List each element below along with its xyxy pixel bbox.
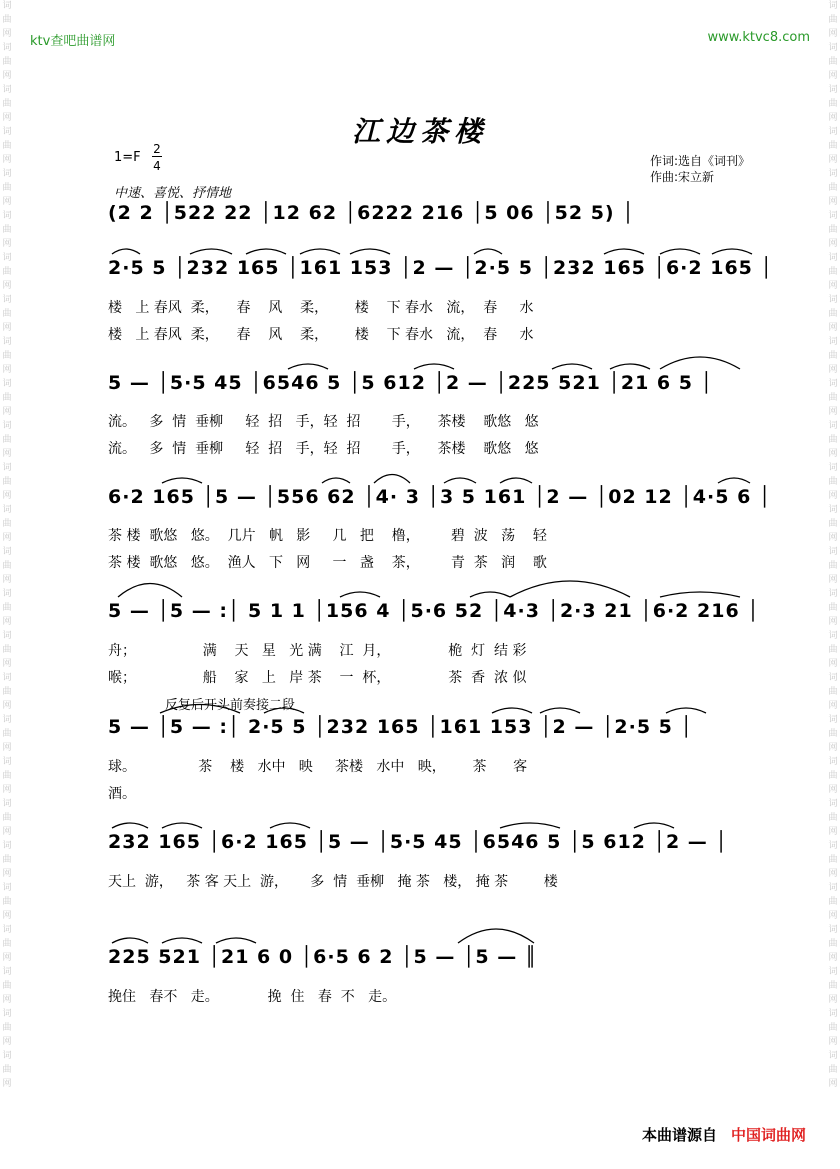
watermark-char: 网 xyxy=(2,575,12,585)
watermark-char: 曲 xyxy=(828,855,838,865)
notation-line-7: 225 521 │21 6 0 │6·5 6 2 │5 — │5 — ║ xyxy=(108,946,538,968)
watermark-char: 网 xyxy=(828,575,838,585)
watermark-char: 网 xyxy=(828,827,838,837)
slur-arc xyxy=(610,364,650,369)
watermark-char: 曲 xyxy=(828,1065,838,1075)
watermark-char: 网 xyxy=(828,365,838,375)
watermark-char: 词 xyxy=(2,421,12,431)
watermark-char: 网 xyxy=(828,995,838,1005)
composer-credit: 作曲:宋立新 xyxy=(650,170,715,184)
slur-arc xyxy=(458,929,534,943)
watermark-char: 词 xyxy=(828,295,838,305)
slur-arc xyxy=(190,249,232,254)
lyric-line-5a: 球。 茶 楼 水中 映 茶楼 水中 映， 茶 客 xyxy=(108,759,528,775)
watermark-char: 曲 xyxy=(828,393,838,403)
watermark-char: 曲 xyxy=(2,645,12,655)
watermark-char: 词 xyxy=(2,841,12,851)
slur-arc xyxy=(660,592,740,597)
watermark-char: 网 xyxy=(828,491,838,501)
watermark-char: 词 xyxy=(828,43,838,53)
watermark-char: 网 xyxy=(828,113,838,123)
slur-arc xyxy=(474,249,502,254)
watermark-char: 词 xyxy=(2,631,12,641)
watermark-char: 网 xyxy=(828,407,838,417)
watermark-char: 网 xyxy=(828,29,838,39)
notation-line-3: 6·2 165 │5 — │556 62 │4· 3 │3 5 161 │2 — │02 12 │4·5 6 │ xyxy=(108,486,772,508)
watermark-char: 曲 xyxy=(828,939,838,949)
watermark-char: 曲 xyxy=(2,309,12,319)
watermark-char: 曲 xyxy=(828,897,838,907)
watermark-char: 词 xyxy=(2,379,12,389)
score-line-1 xyxy=(108,257,773,287)
slur-arc xyxy=(444,478,476,483)
watermark-char: 曲 xyxy=(2,603,12,613)
watermark-char: 词 xyxy=(2,1051,12,1061)
watermark-char: 词 xyxy=(828,211,838,221)
watermark-char: 网 xyxy=(2,155,12,165)
watermark-char: 词 xyxy=(2,757,12,767)
watermark-char: 网 xyxy=(2,71,12,81)
score-line-4 xyxy=(108,600,763,630)
slur-arc xyxy=(350,249,390,254)
slur-arc xyxy=(300,249,340,254)
watermark-char: 网 xyxy=(2,533,12,543)
watermark-char: 词 xyxy=(2,253,12,263)
watermark-char: 词 xyxy=(828,967,838,977)
watermark-char: 网 xyxy=(2,827,12,837)
watermark-char: 词 xyxy=(2,925,12,935)
time-signature-bottom: 4 xyxy=(153,159,161,173)
watermark-char: 曲 xyxy=(2,183,12,193)
watermark-char: 词 xyxy=(2,1009,12,1019)
slur-arc xyxy=(112,938,148,943)
watermark-char: 曲 xyxy=(828,603,838,613)
watermark-char: 网 xyxy=(2,743,12,753)
watermark-char: 曲 xyxy=(828,225,838,235)
notation-intro: (2 2 │522 22 │12 62 │6222 216 │5 06 │52 5) │ xyxy=(108,202,635,224)
watermark-char: 词 xyxy=(2,1,12,11)
watermark-char: 网 xyxy=(2,449,12,459)
site-name-left[interactable]: ktv查吧曲谱网 xyxy=(30,34,116,49)
slur-arc xyxy=(470,592,510,597)
watermark-char: 曲 xyxy=(2,435,12,445)
watermark-char: 网 xyxy=(2,659,12,669)
watermark-char: 曲 xyxy=(828,645,838,655)
watermark-char: 词 xyxy=(2,127,12,137)
watermark-char: 曲 xyxy=(828,771,838,781)
watermark-char: 词 xyxy=(828,505,838,515)
right-watermark xyxy=(828,0,838,1169)
slur-arc xyxy=(660,249,700,254)
slur-arc xyxy=(112,823,148,828)
watermark-char: 曲 xyxy=(828,351,838,361)
watermark-char: 曲 xyxy=(2,99,12,109)
watermark-char: 词 xyxy=(828,1,838,11)
watermark-char: 网 xyxy=(828,911,838,921)
watermark-char: 词 xyxy=(828,127,838,137)
watermark-char: 曲 xyxy=(2,981,12,991)
watermark-char: 网 xyxy=(2,407,12,417)
watermark-char: 曲 xyxy=(828,183,838,193)
watermark-char: 词 xyxy=(2,715,12,725)
watermark-char: 网 xyxy=(828,617,838,627)
watermark-char: 网 xyxy=(2,1037,12,1047)
watermark-char: 曲 xyxy=(828,141,838,151)
watermark-char: 网 xyxy=(2,365,12,375)
watermark-char: 词 xyxy=(828,1009,838,1019)
watermark-char: 网 xyxy=(2,239,12,249)
watermark-char: 网 xyxy=(828,701,838,711)
slur-arc xyxy=(112,249,140,254)
slur-arc xyxy=(270,823,310,828)
watermark-char: 网 xyxy=(828,197,838,207)
slur-arc xyxy=(540,708,580,713)
slur-arc xyxy=(118,584,182,598)
watermark-char: 网 xyxy=(2,281,12,291)
score-line-6 xyxy=(108,831,763,861)
watermark-char: 网 xyxy=(2,29,12,39)
watermark-char: 网 xyxy=(828,533,838,543)
watermark-char: 词 xyxy=(2,589,12,599)
watermark-char: 曲 xyxy=(828,309,838,319)
watermark-char: 网 xyxy=(2,701,12,711)
slur-arc xyxy=(604,249,644,254)
lyric-line-2b: 流。 多 情 垂柳 轻 招 手，轻 招 手， 茶楼 歌悠 悠 xyxy=(108,441,539,457)
notation-line-6: 232 165 │6·2 165 │5 — │5·5 45 │6546 5 │5 612 │2 — │ xyxy=(108,831,728,853)
watermark-char: 曲 xyxy=(828,477,838,487)
watermark-char: 词 xyxy=(2,883,12,893)
footer-site-link[interactable]: 中国词曲网 xyxy=(730,1126,806,1144)
watermark-char: 曲 xyxy=(2,141,12,151)
watermark-char: 网 xyxy=(828,281,838,291)
watermark-char: 网 xyxy=(2,197,12,207)
watermark-char: 词 xyxy=(828,757,838,767)
watermark-char: 词 xyxy=(2,547,12,557)
watermark-char: 网 xyxy=(828,323,838,333)
score-line-3 xyxy=(108,486,772,516)
watermark-char: 词 xyxy=(828,85,838,95)
watermark-char: 曲 xyxy=(2,519,12,529)
watermark-char: 词 xyxy=(828,589,838,599)
watermark-char: 曲 xyxy=(828,561,838,571)
slur-arc xyxy=(712,249,752,254)
watermark-char: 词 xyxy=(2,337,12,347)
notation-line-5: 5 — │5 — :│ 2·5 5 │232 165 │161 153 │2 — │2·5 5 │ xyxy=(108,716,693,738)
watermark-char: 网 xyxy=(2,869,12,879)
slur-arc xyxy=(552,364,592,369)
watermark-char: 词 xyxy=(2,967,12,977)
watermark-char: 曲 xyxy=(828,57,838,67)
slur-arc xyxy=(500,823,560,828)
watermark-char: 曲 xyxy=(2,729,12,739)
watermark-char: 曲 xyxy=(2,477,12,487)
watermark-char: 词 xyxy=(2,211,12,221)
watermark-char: 曲 xyxy=(2,1023,12,1033)
lyric-line-1a: 楼 上 春风 柔， 春 风 柔， 楼 下 春水 流， 春 水 xyxy=(108,300,534,316)
watermark-char: 网 xyxy=(2,911,12,921)
notation-line-2: 5 — │5·5 45 │6546 5 │5 612 │2 — │225 521 │21 6 5 │ xyxy=(108,372,714,394)
lyric-line-4a: 舟； 满 天 星 光 满 江 月， 桅 灯 结 彩 xyxy=(108,643,527,659)
slur-arc xyxy=(162,938,202,943)
watermark-char: 曲 xyxy=(2,561,12,571)
watermark-char: 网 xyxy=(828,743,838,753)
slur-arc xyxy=(666,708,706,713)
lyricist-credit: 作词:选自《词刊》 xyxy=(650,154,751,168)
watermark-char: 曲 xyxy=(2,855,12,865)
watermark-char: 词 xyxy=(2,169,12,179)
watermark-char: 曲 xyxy=(2,813,12,823)
watermark-char: 曲 xyxy=(2,225,12,235)
watermark-char: 曲 xyxy=(828,1023,838,1033)
watermark-char: 网 xyxy=(2,617,12,627)
watermark-char: 网 xyxy=(2,785,12,795)
watermark-char: 曲 xyxy=(2,897,12,907)
slur-arc xyxy=(510,581,630,597)
footer-source xyxy=(642,1124,806,1145)
watermark-char: 词 xyxy=(828,883,838,893)
slur-arc xyxy=(216,938,256,943)
watermark-char: 词 xyxy=(828,841,838,851)
watermark-char: 曲 xyxy=(2,687,12,697)
watermark-char: 曲 xyxy=(828,981,838,991)
watermark-char: 词 xyxy=(828,547,838,557)
watermark-char: 网 xyxy=(2,953,12,963)
watermark-char: 词 xyxy=(2,295,12,305)
lyric-line-6: 天上 游， 茶 客 天上 游， 多 情 垂柳 掩 茶 楼， 掩 茶 楼 xyxy=(108,874,558,890)
repeat-note: 反复后开头前奏接二段 xyxy=(165,698,296,713)
watermark-char: 网 xyxy=(828,869,838,879)
watermark-char: 网 xyxy=(2,1079,12,1089)
slur-arc xyxy=(414,364,454,369)
notation-line-1: 2·5 5 │232 165 │161 153 │2 — │2·5 5 │232 165 │6·2 165 │ xyxy=(108,257,773,279)
watermark-char: 曲 xyxy=(828,813,838,823)
watermark-char: 词 xyxy=(828,169,838,179)
lyric-line-4b: 喉； 船 家 上 岸 茶 一 杯， 茶 香 浓 似 xyxy=(108,670,527,686)
slur-arc xyxy=(492,708,532,713)
watermark-char: 词 xyxy=(828,715,838,725)
watermark-char: 曲 xyxy=(828,15,838,25)
lyric-line-5b: 酒。 xyxy=(108,786,136,802)
watermark-char: 曲 xyxy=(828,729,838,739)
watermark-char: 网 xyxy=(2,113,12,123)
lyric-line-3b: 茶 楼 歌悠 悠。 渔人 下 网 一 盏 茶， 青 茶 润 歌 xyxy=(108,555,547,571)
slur-arc xyxy=(322,478,350,483)
watermark-char: 曲 xyxy=(2,393,12,403)
site-url-right[interactable]: www.ktvc8.com xyxy=(707,30,810,45)
watermark-char: 词 xyxy=(828,799,838,809)
watermark-char: 词 xyxy=(828,925,838,935)
watermark-char: 曲 xyxy=(2,1065,12,1075)
watermark-char: 曲 xyxy=(2,57,12,67)
watermark-char: 曲 xyxy=(2,15,12,25)
watermark-char: 词 xyxy=(2,85,12,95)
key-signature: 1=F xyxy=(114,150,141,165)
watermark-char: 网 xyxy=(828,71,838,81)
watermark-char: 词 xyxy=(2,463,12,473)
lyric-line-1b: 楼 上 春风 柔， 春 风 柔， 楼 下 春水 流， 春 水 xyxy=(108,327,534,343)
slur-arc xyxy=(246,249,286,254)
slur-arc xyxy=(718,478,750,483)
watermark-char: 词 xyxy=(2,505,12,515)
tempo-marking: 中速、喜悦、抒情地 xyxy=(114,186,232,201)
watermark-char: 词 xyxy=(828,463,838,473)
lyric-line-7: 挽住 春不 走。 挽 住 春 不 走。 xyxy=(108,989,397,1005)
slur-arc xyxy=(374,475,410,484)
watermark-char: 词 xyxy=(2,673,12,683)
score-line-5 xyxy=(108,716,763,746)
watermark-char: 曲 xyxy=(828,435,838,445)
watermark-char: 网 xyxy=(2,491,12,501)
watermark-char: 曲 xyxy=(2,939,12,949)
watermark-char: 网 xyxy=(828,239,838,249)
watermark-char: 曲 xyxy=(2,771,12,781)
watermark-char: 词 xyxy=(828,379,838,389)
watermark-char: 词 xyxy=(828,673,838,683)
watermark-char: 网 xyxy=(2,323,12,333)
watermark-char: 曲 xyxy=(828,99,838,109)
watermark-char: 网 xyxy=(2,995,12,1005)
song-title: 江边茶楼 xyxy=(351,115,488,148)
watermark-char: 词 xyxy=(828,1051,838,1061)
watermark-char: 词 xyxy=(828,253,838,263)
slur-arc xyxy=(340,592,380,597)
watermark-char: 曲 xyxy=(828,519,838,529)
watermark-char: 网 xyxy=(828,953,838,963)
left-watermark xyxy=(2,0,12,1169)
slur-arc xyxy=(500,478,532,483)
watermark-char: 词 xyxy=(828,421,838,431)
score-line-intro xyxy=(108,202,763,232)
watermark-char: 网 xyxy=(828,449,838,459)
slur-arc xyxy=(288,364,328,369)
watermark-char: 词 xyxy=(2,799,12,809)
slur-arc xyxy=(660,357,740,369)
footer-source-label: 本曲谱源自 xyxy=(641,1126,717,1144)
slur-arc xyxy=(634,823,674,828)
watermark-char: 词 xyxy=(2,43,12,53)
time-signature-top: 2 xyxy=(153,142,161,156)
watermark-char: 曲 xyxy=(828,687,838,697)
score-line-7 xyxy=(108,946,763,976)
lyric-line-2a: 流。 多 情 垂柳 轻 招 手，轻 招 手， 茶楼 歌悠 悠 xyxy=(108,414,539,430)
time-signature xyxy=(152,142,162,173)
notation-line-4: 5 — │5 — :│ 5 1 1 │156 4 │5·6 52 │4·3 │2·3 21 │6·2 216 │ xyxy=(108,600,760,622)
watermark-char: 网 xyxy=(828,155,838,165)
watermark-char: 曲 xyxy=(2,267,12,277)
watermark-char: 曲 xyxy=(828,267,838,277)
credits xyxy=(650,153,750,185)
lyric-line-3a: 茶 楼 歌悠 悠。 几片 帆 影 几 把 橹， 碧 波 荡 轻 xyxy=(108,528,547,544)
watermark-char: 网 xyxy=(828,1079,838,1089)
watermark-char: 词 xyxy=(828,337,838,347)
watermark-char: 曲 xyxy=(2,351,12,361)
watermark-char: 网 xyxy=(828,1037,838,1047)
watermark-char: 词 xyxy=(828,631,838,641)
slur-arc xyxy=(162,478,202,483)
watermark-char: 网 xyxy=(828,785,838,795)
score-line-2 xyxy=(108,372,763,402)
watermark-char: 网 xyxy=(828,659,838,669)
slur-arc xyxy=(162,823,202,828)
